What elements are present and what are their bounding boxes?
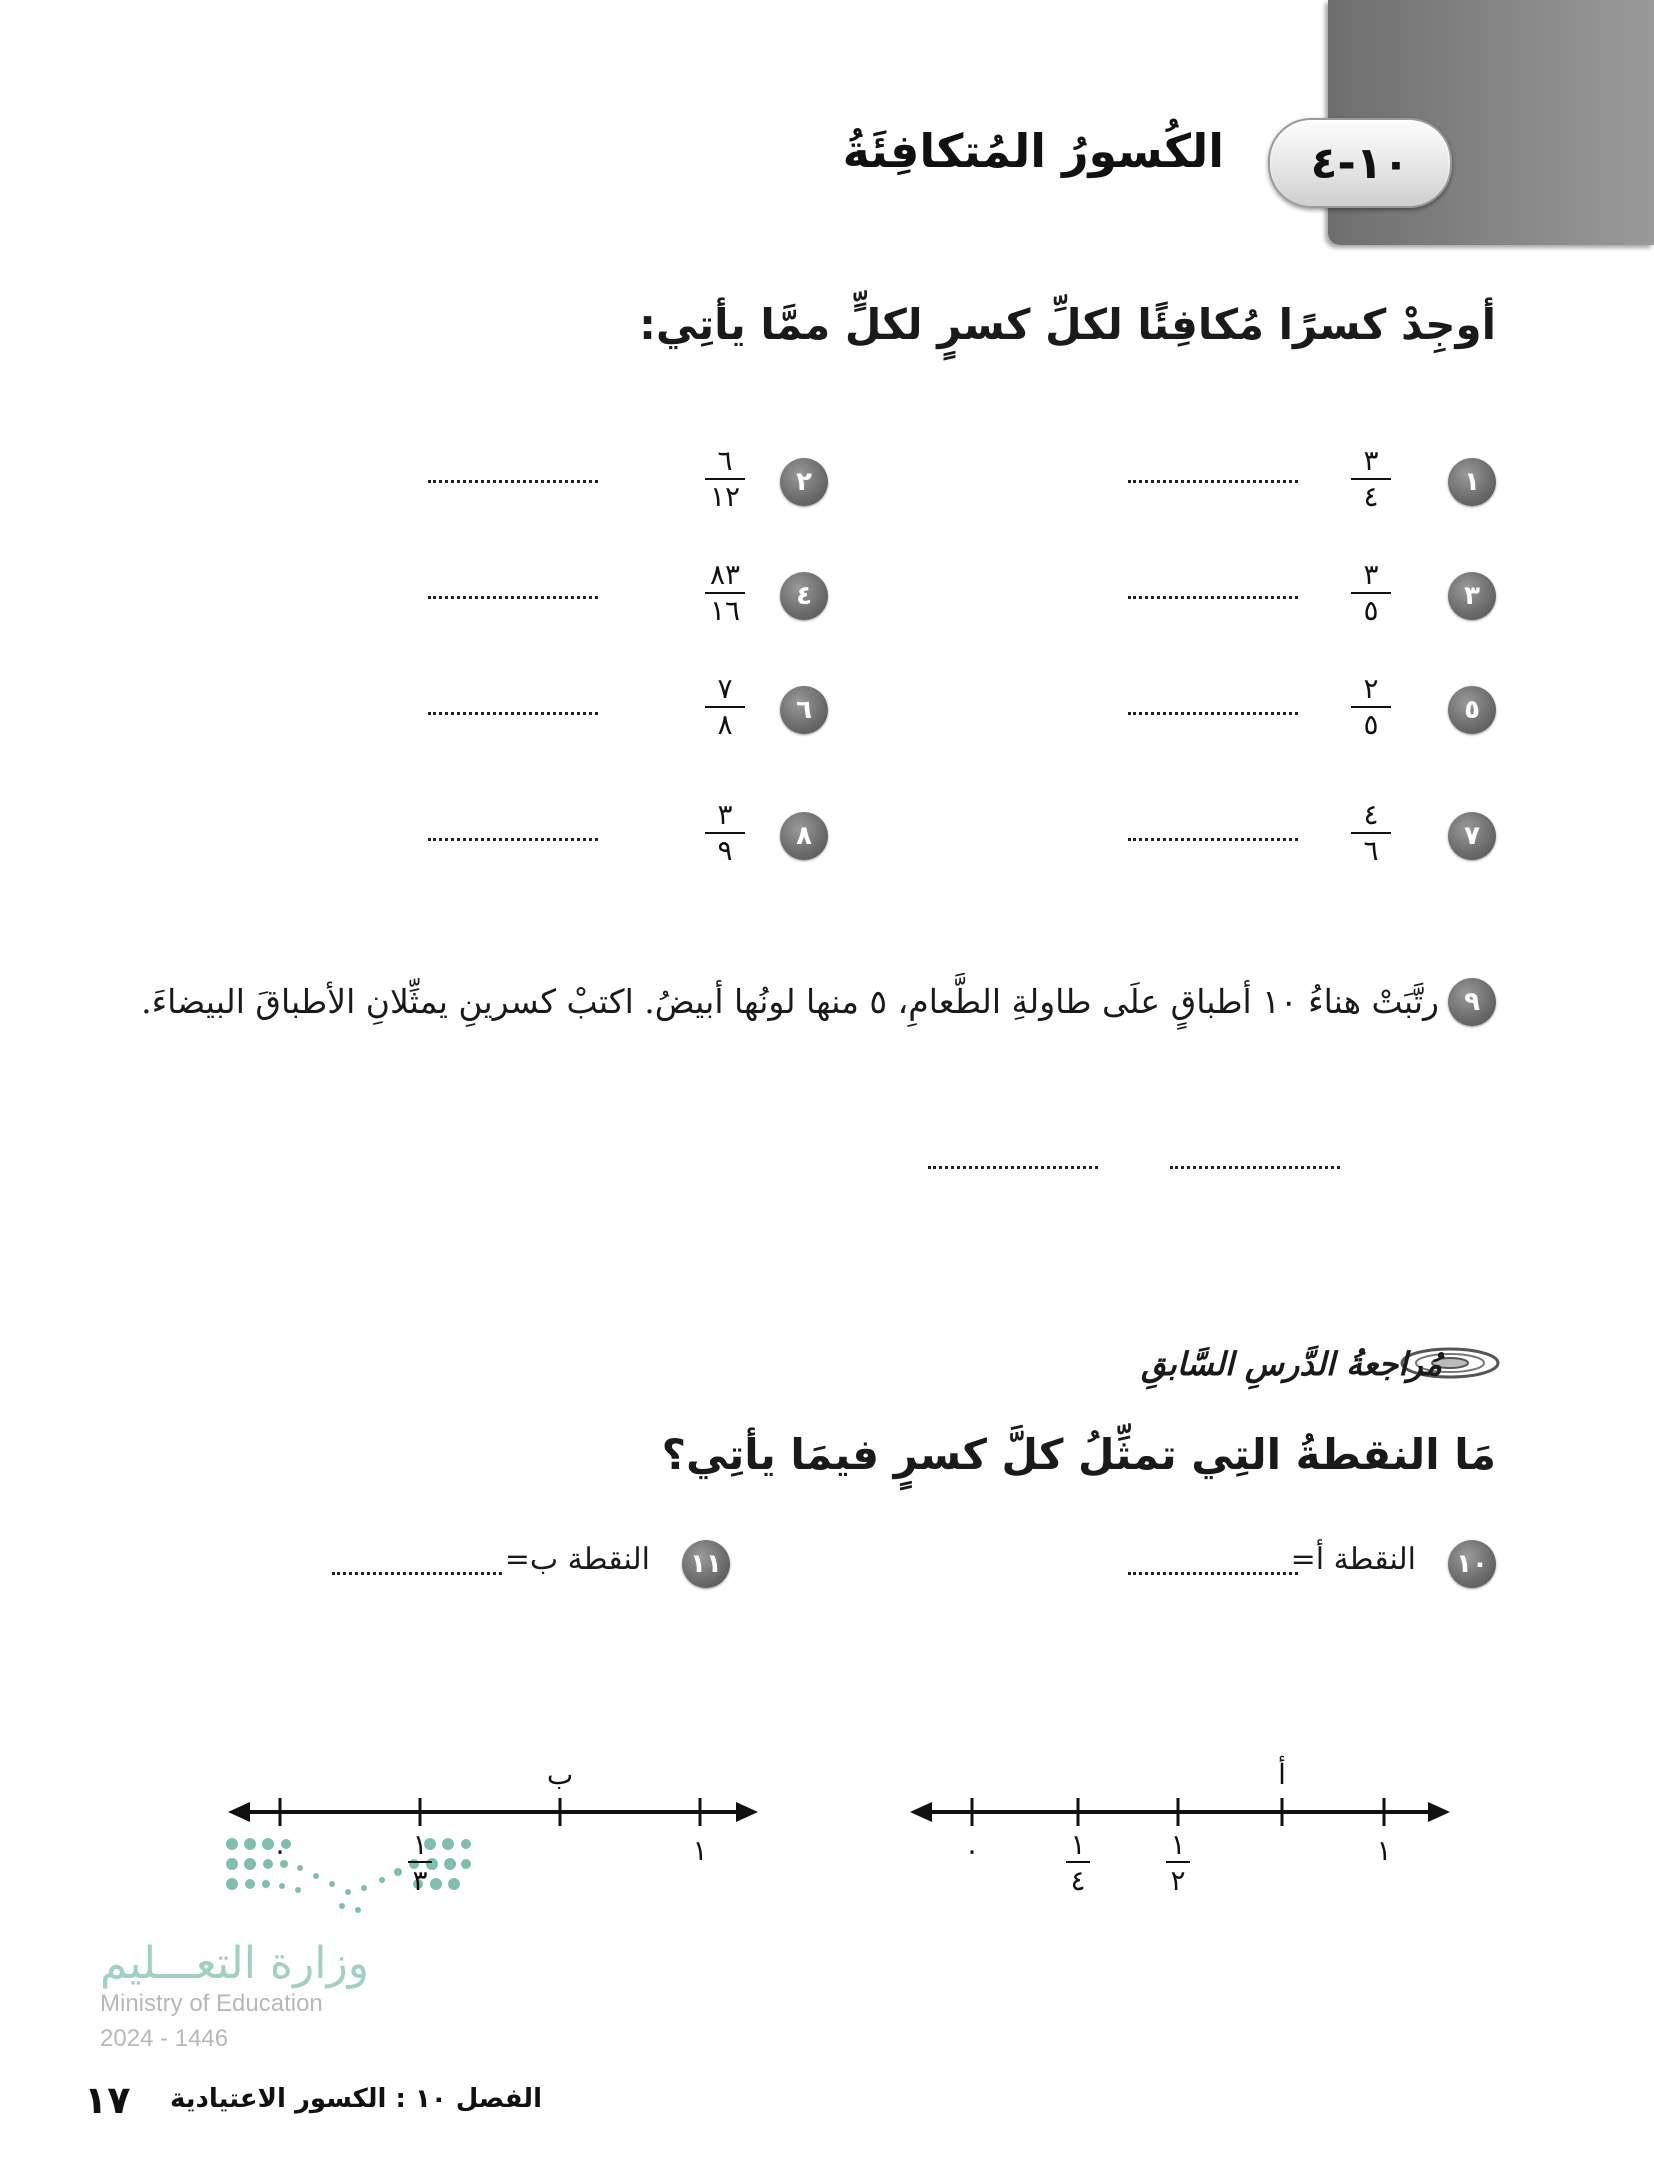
exercise-number-badge: ٥ — [1448, 686, 1496, 734]
answer-blank[interactable] — [428, 838, 598, 841]
answer-blank[interactable] — [1170, 1166, 1340, 1169]
fraction-numerator: ١ — [412, 1828, 428, 1861]
answer-blank[interactable] — [1128, 480, 1298, 483]
fraction-denominator: ٦ — [1363, 834, 1379, 867]
point-b-label: النقطة ب= — [504, 1542, 650, 1577]
ministry-name-english: Ministry of Education — [100, 1990, 323, 2017]
number-line-a — [910, 1740, 1450, 1910]
fraction-numerator: ٢ — [1363, 672, 1379, 705]
ministry-year: 2024 - 1446 — [100, 2025, 229, 2052]
answer-blank[interactable] — [332, 1572, 502, 1575]
answer-blank[interactable] — [1128, 1572, 1298, 1575]
answer-blank[interactable] — [428, 480, 598, 483]
fraction-denominator: ٥ — [1363, 708, 1379, 741]
exercise-number-badge: ١١ — [682, 1540, 730, 1588]
answer-blank[interactable] — [428, 596, 598, 599]
fraction-numerator: ٤ — [1363, 798, 1379, 831]
fraction-numerator: ٨٣ — [709, 558, 741, 591]
fraction-denominator: ٨ — [717, 708, 733, 741]
lesson-title: الكُسورُ المُتكافِئَةُ — [842, 124, 1224, 178]
start-label: ٠ — [272, 1834, 288, 1867]
point-b-marker-label: ب — [546, 1758, 574, 1791]
end-label: ١ — [692, 1834, 708, 1867]
exercise-number-badge: ٨ — [780, 812, 828, 860]
end-label: ١ — [1376, 1834, 1392, 1867]
fraction-numerator: ٧ — [717, 672, 733, 705]
fraction — [1346, 674, 1396, 740]
fraction-denominator: ٤ — [1363, 480, 1379, 513]
fraction-numerator: ٦ — [717, 444, 733, 477]
fraction — [1346, 560, 1396, 626]
fraction-denominator: ١٦ — [709, 594, 741, 627]
fraction-denominator: ٣ — [412, 1864, 428, 1897]
exercise-number-badge: ٧ — [1448, 812, 1496, 860]
fraction-numerator: ١ — [1070, 1828, 1086, 1861]
exercise-number-badge: ٤ — [780, 572, 828, 620]
exercise-number-badge: ٢ — [780, 458, 828, 506]
fraction-numerator: ٣ — [717, 798, 733, 831]
answer-blank[interactable] — [928, 1166, 1098, 1169]
exercise-number-badge: ٦ — [780, 686, 828, 734]
exercise-number-badge: ١ — [1448, 458, 1496, 506]
section-instruction: أوجِدْ كسرًا مُكافِئًا لكلِّ كسرٍ لكلٍّ ممَّا يأتِي: — [639, 300, 1496, 349]
fraction-denominator: ٤ — [1070, 1864, 1086, 1897]
fraction — [700, 446, 750, 512]
review-heading: مُراجعةُ الدَّرسِ السَّابقِ — [1141, 1345, 1442, 1383]
exercise-number-badge: ١٠ — [1448, 1540, 1496, 1588]
fraction-denominator: ١٢ — [709, 480, 741, 513]
fraction — [700, 674, 750, 740]
fraction — [700, 560, 750, 626]
chapter-footer: الفصل ١٠ : الكسور الاعتيادية — [170, 2084, 542, 2114]
point-a-marker-label: أ — [1278, 1758, 1286, 1791]
fraction-numerator: ١ — [1170, 1828, 1186, 1861]
exercise-number-badge: ٩ — [1448, 978, 1496, 1026]
answer-blank[interactable] — [428, 712, 598, 715]
fraction-numerator: ٣ — [1363, 558, 1379, 591]
exercise-number-badge: ٣ — [1448, 572, 1496, 620]
review-question: مَا النقطةُ التِي تمثِّلُ كلَّ كسرٍ فيمَا يأتِي؟ — [661, 1430, 1496, 1479]
point-a-label: النقطة أ= — [1290, 1542, 1416, 1577]
answer-blank[interactable] — [1128, 712, 1298, 715]
fraction-denominator: ٢ — [1170, 1864, 1186, 1897]
answer-blank[interactable] — [1128, 596, 1298, 599]
fraction — [1346, 446, 1396, 512]
lesson-number-badge: ١٠-٤ — [1268, 118, 1452, 208]
page-number: ١٧ — [84, 2078, 131, 2122]
ministry-name-arabic: وزارة التعـــليم — [100, 1938, 369, 1989]
answer-blank[interactable] — [1128, 838, 1298, 841]
fraction-numerator: ٣ — [1363, 444, 1379, 477]
question-9-text: رتَّبَتْ هناءُ ١٠ أطباقٍ علَى طاولةِ الطَّعامِ، ٥ منها لونُها أبيضُ. اكتبْ كسرينِ يمثِّلانِ الأطباقَ البيضاءَ. — [141, 982, 1439, 1021]
fraction-denominator: ٥ — [1363, 594, 1379, 627]
start-label: ٠ — [964, 1834, 980, 1867]
fraction — [700, 800, 750, 866]
number-line-b — [228, 1740, 758, 1910]
fraction — [1346, 800, 1396, 866]
fraction-denominator: ٩ — [717, 834, 733, 867]
